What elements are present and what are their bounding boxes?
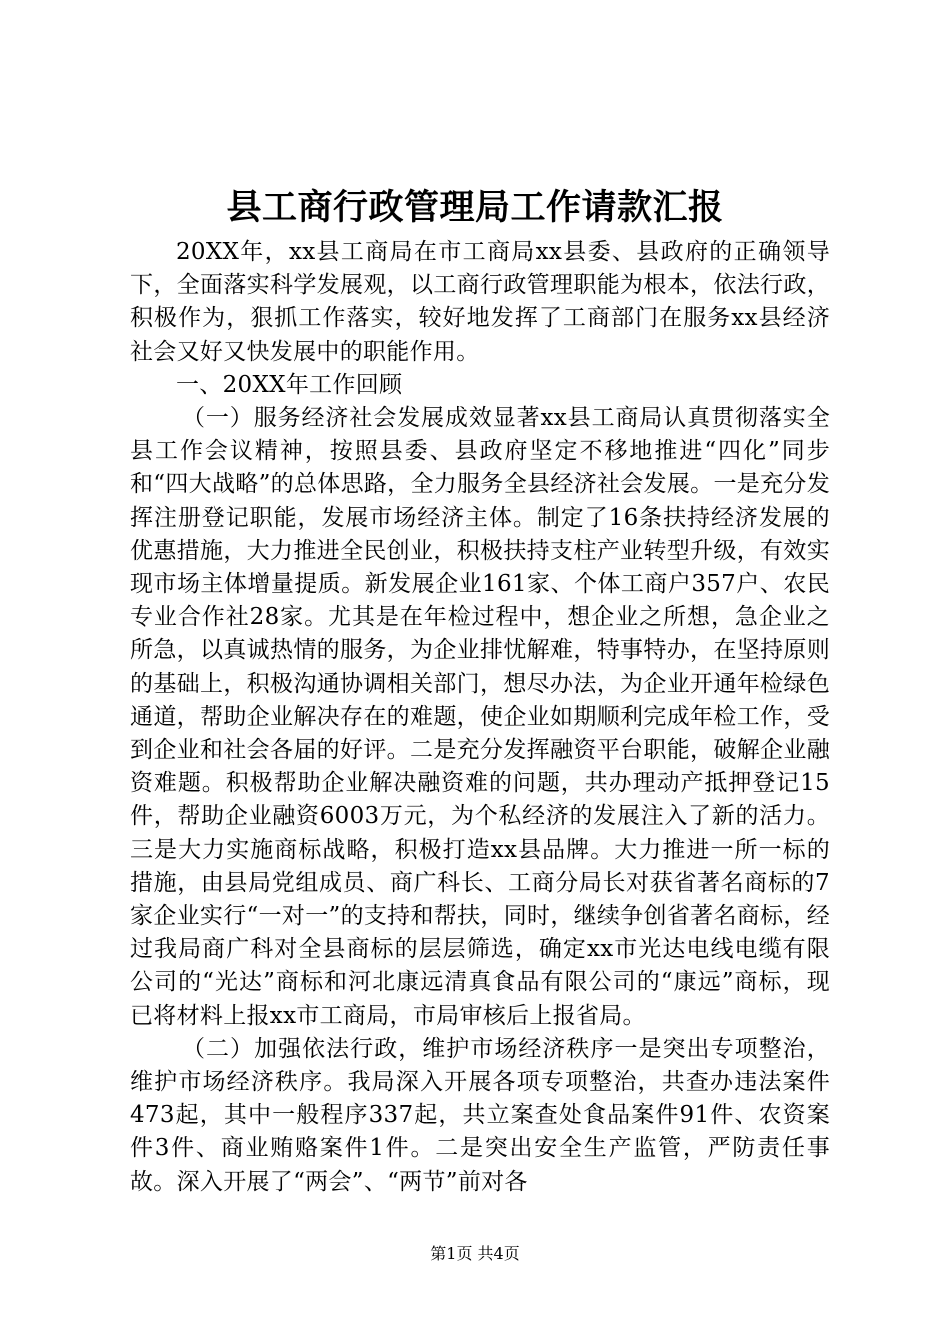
section-heading: 一、20XX年工作回顾: [176, 371, 403, 398]
subsection-paragraph-1: （一）服务经济社会发展成效显著xx县工商局认真贯彻落实全县工作会议精神，按照县委、县政府坚定不移地推进“四化”同步和“四大战略”的总体思路，全力服务全县经济社会发展。一是充分发挥注册登记职能，发展市场经济主体。制定了16条扶持经济发展的优惠措施，大力推进全民创业，积极扶持支柱产业转型升级，有效实现市场主体增量提质。新发展企业161家、个体工商户357户、农民专业合作社28家。尤其是在年检过程中，想企业之所想，急企业之所急，以真诚热情的服务，为企业排忧解难，特事特办，在坚持原则的基础上，积极沟通协调相关部门，想尽办法，为企业开通年检绿色通道，帮助企业解决存在的难题，使企业如期顺利完成年检工作，受到企业和社会各届的好评。二是充分发挥融资平台职能，破解企业融资难题。积极帮助企业解决融资难的问题，共办理动产抵押登记15件，帮助企业融资6003万元，为个私经济的发展注入了新的活力。三是大力实施商标战略，积极打造xx县品牌。大力推进一所一标的措施，由县局党组成员、商广科长、工商分局长对获省著名商标的7家企业实行“一对一”的支持和帮扶，同时，继续争创省著名商标，经过我局商广科对全县商标的层层筛选，确定xx市光达电线电缆有限公司的“光达”商标和河北康远清真食品有限公司的“康远”商标，现已将材料上报xx市工商局，市局审核后上报省局。: [130, 405, 830, 1029]
intro-paragraph: 20XX年，xx县工商局在市工商局xx县委、县政府的正确领导下，全面落实科学发展观，以工商行政管理职能为根本，依法行政，积极作为，狠抓工作落实，较好地发挥了工商部门在服务xx县经济社会又好又快发展中的职能作用。: [130, 239, 830, 365]
subsection-paragraph-2: （二）加强依法行政，维护市场经济秩序一是突出专项整治，维护市场经济秩序。我局深入开展各项专项整治，共查办违法案件473起，其中一般程序337起，共立案查处食品案件91件、农资案件3件、商业贿赂案件1件。二是突出安全生产监管，严防责任事故。深入开展了“两会”、“两节”前对各: [130, 1035, 830, 1195]
document-title: 县工商行政管理局工作请款汇报: [226, 187, 724, 228]
page-footer: 第1页 共4页: [430, 1244, 520, 1263]
document-body: [130, 236, 830, 1199]
